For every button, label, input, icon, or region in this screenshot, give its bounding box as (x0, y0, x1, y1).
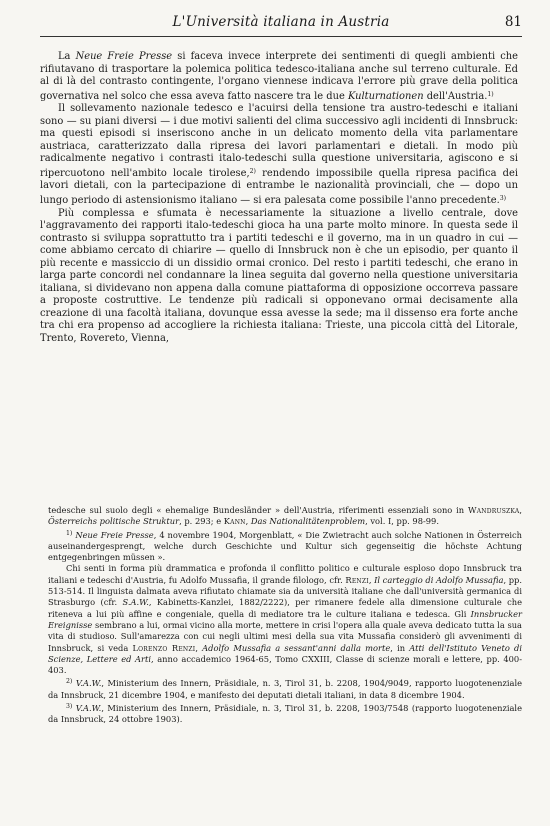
newspaper-title: Neue Freie Presse (75, 51, 173, 62)
newspaper-title: Neue Freie Presse (75, 529, 154, 540)
text-run: , (519, 505, 522, 515)
text-run: , pp. 513-514. Il linguista dalmata aveva rifiutato chiamate sia da università italiane che dall'università germanica di Strasburgo (cfr. (48, 574, 522, 608)
text-run: Chi senti in forma più drammatica e profonda il conflitto politico e culturale esploso dopo Innsbruck tra italiani e tedeschi d'Austria, fu Adolfo Mussafia, il grande filologo, cfr. (48, 563, 522, 585)
italic-term: Innsbrucker Ereignisse (48, 608, 522, 630)
running-title: L'Università italiana in Austria (172, 14, 390, 30)
text-run: , in (390, 642, 410, 653)
paragraph (40, 51, 518, 103)
text-run: Il sollevamento nazionale tedesco e l'acuirsi della tensione tra austro-tedeschi e italiani sono — su piani diversi — i due motivi salienti del clima successivo agli incidenti di Innsbruck: ma questi episodi si inseriscono anche in un delicato momento della vita parlamentare austriaca, caratterizzato dalla ripresa dei lavori parlamentari e dietali. In modo più radicalmente negativo i contrasti italo-tedeschi sulla questione universitaria, agiscono e si ripercuotono nell'ambito locale tirolese, (40, 103, 518, 179)
footnote-1 (48, 528, 522, 564)
author-name: Wandruszka (468, 505, 520, 515)
text-run: , (245, 516, 251, 527)
archive-abbrev: S.A.W. (122, 597, 149, 608)
text-run: , (368, 574, 375, 585)
footnote-ref: 1) (487, 90, 494, 98)
paragraph: Più complessa e sfumata è necessariamente la situazione a livello centrale, dove l'aggravamento dei rapporti italo-tedeschi gioca ha una parte molto minore. In questa sede il contrasto si sviluppa soprattutto tra i partiti tedeschi e il governo, ma in un quadro in cui — come abbiamo cercato di chiarire — quello di Innsbruck non è che un episodio, per quanto il più recente e massiccio di un dissidio ormai cronico. Del resto i partiti tedeschi, che erano in larga parte concordi nel condannare la linea seguita dal governo nella questione universitaria italiana, si dividevano non appena dalla comune piattaforma di opposizione occorreva passare a proposte costruttive. Le tendenze più radicali si opponevano ormai decisamente alla creazione di una facoltà italiana, dovunque essa avesse la sede; ma il dissenso era forte anche tra chi era propenso ad accogliere la richiesta italiana: Trieste, una piccola città del Litorale, Trento, Rovereto, Vienna, (40, 207, 518, 345)
text-run: si faceva invece interprete dei sentimenti di quegli ambienti che rifiutavano di trasportare la polemica politica tedesco-italiana anche sul terreno culturale. Ed al di là del contrasto contingente, l'organo viennese indicava l'errore più grave della politica governativa nel solco che essa aveva fatto nascere tra le due (40, 51, 518, 102)
text-run: , (195, 642, 203, 653)
footnote-2 (48, 676, 522, 701)
footnote-number: 1) (66, 529, 73, 537)
work-title: Österreichs politische Struktur (48, 516, 180, 527)
author-name: Kann (223, 516, 246, 527)
footnote-1-paragraph (48, 563, 522, 676)
work-title: Adolfo Mussafia a sessant'anni dalla morte (202, 642, 391, 653)
italic-term: Kulturnationen (347, 90, 424, 102)
text-run: dell'Austria. (423, 90, 488, 102)
paragraph (40, 103, 518, 207)
footnote-continuation (48, 505, 522, 528)
text-run: , Kabinetts-Kanzlei, 1882/2222), per rimanere fedele alla dimensione culturale che riteneva a lui più affine e congeniale, quella di mediatore tra le culture italiana e tedesca. Gli (48, 597, 522, 619)
text-run: , 4 novembre 1904, Morgenblatt, « Die Zwietracht auch solche Nationen in Österreich auseinandergesprengt, welche durch Geschichte und Kultur sich gegenseitig die höchste Achtung entgegenbringen müssen ». (48, 529, 523, 563)
main-text (40, 51, 518, 346)
work-title: Das Nationalitätenproblem (250, 516, 366, 527)
footnote-number: 2) (66, 678, 73, 686)
text-run: , Ministerium des Innern, Präsidiale, n. 3, Tirol 31, b. 2208, 1904/9049, rapporto luogotenenziale da Innsbruck, 21 dicembre 1904, e manifesto dei deputati dietali italiani, in data 8 dicembre 1904. (48, 678, 523, 700)
archive-abbrev: V.A.W. (75, 678, 102, 689)
text-run: , anno accademico 1964-65, Tomo CXXIII, Classe di scienze morali e lettere, pp. 400-403. (48, 653, 522, 676)
footnote-3 (48, 701, 522, 726)
footnote-ref: 2) (249, 167, 256, 175)
text-run: , vol. I, pp. 98-99. (365, 516, 439, 527)
journal-title: Atti dell'Istituto Veneto di Scienze, Lettere ed Arti (48, 642, 522, 664)
running-header (40, 14, 522, 37)
text-run: tedesche sul suolo degli « ehemalige Bundesländer » dell'Austria, riferimenti essenziali sono in (48, 505, 468, 515)
text-run: , Ministerium des Innern, Präsidiale, n. 3, Tirol 31, b. 2208, 1903/7548 (rapporto luogotenenziale da Innsbruck, 24 ottobre 1903). (48, 703, 522, 725)
archive-abbrev: V.A.W. (75, 703, 102, 714)
text-run: , p. 293; e (179, 516, 224, 527)
author-name: Lorenzo Renzi (132, 642, 196, 653)
footnote-number: 3) (66, 703, 73, 711)
text-run: La (58, 51, 76, 62)
work-title: Il carteggio di Adolfo Mussafia (374, 574, 504, 585)
page-number: 81 (504, 14, 522, 30)
author-name: Renzi (345, 574, 369, 585)
footnote-ref: 3) (499, 195, 507, 203)
footnotes (48, 505, 522, 726)
text-run: sembrano a lui, ormai vicino alla morte, mettere in crisi l'opera alla quale aveva dedicato tutta la sua vita di studioso. Sull'amarezza con cui negli ultimi mesi della sua vita Mussafia considerò gli avvenimenti di Innsbruck, si veda (48, 619, 522, 653)
text-run: rendendo impossibile quella ripresa pacifica dei lavori dietali, con la partecipazione di entrambe le nazionalità provinciali, che — dopo un lungo periodo di astensionismo italiano — si era palesata come possibile l'anno precedente. (40, 167, 518, 207)
